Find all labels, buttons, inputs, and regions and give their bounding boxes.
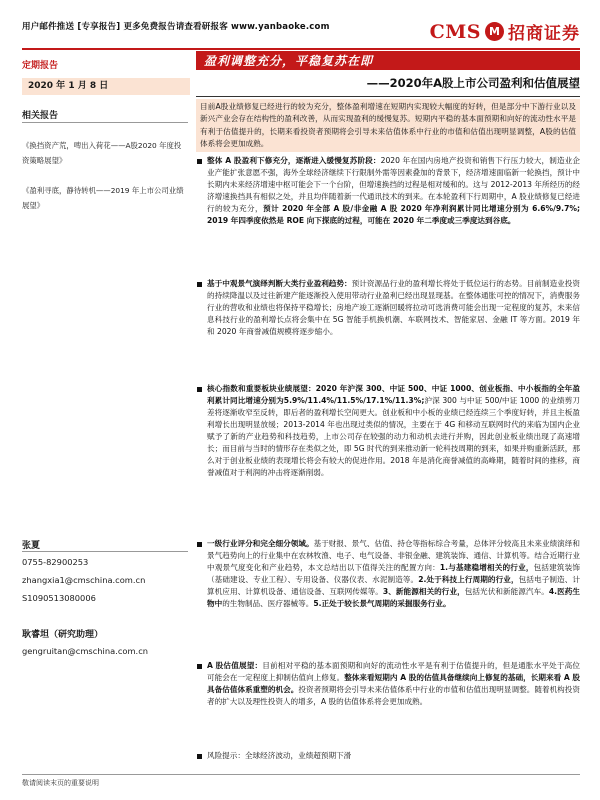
bullet-square-icon	[197, 387, 202, 392]
left-column	[22, 52, 190, 95]
bullet-risk-warning	[196, 750, 580, 762]
bullet-body: 投资者预期将会引导未来估值体系中行业的市值和估值出现明显调整。随着机构投资者的扩大以及理性投资人的增多，A 股的估值体系将会更加成熟。	[207, 685, 581, 706]
bullet-lead: 5.正处于较长景气周期的采掘服务行业。	[313, 599, 451, 608]
bullet-body: 风险提示：全球经济波动，业绩超预期下滑	[207, 751, 352, 760]
bullet-index-outlook	[196, 383, 580, 479]
analyst-phone: 0755-82900253	[22, 557, 89, 567]
analyst-divider	[22, 551, 188, 552]
watermark-text: 用户邮件推送 [专享报告] 更多免费报告请查看研报客 www.yanbaoke.com	[22, 22, 330, 32]
footer-divider	[22, 774, 580, 775]
bullet-sector-trend	[196, 278, 580, 338]
bullet-lead: 1.与基建稳增相关的行业，	[439, 563, 534, 572]
analyst-email[interactable]: zhangxia1@cmschina.com.cn	[22, 575, 146, 585]
bullet-body: 的生物制品、医疗器械等。	[222, 599, 314, 608]
header-divider	[22, 48, 580, 50]
bullet-lead: A 股估值展望：	[207, 661, 263, 670]
bullet-lead: 整体 A 股盈利下修充分，逐渐进入缓慢复苏阶段：	[207, 156, 381, 165]
assistant-email[interactable]: gengruitan@cmschina.com.cn	[22, 646, 149, 656]
bullet-body: 目前相对平稳的基本面预期和向好的流动性水平是有利于估值提升的，但是通胀水平处于高位可能会在一定程度上抑制估值向上修复。	[207, 661, 580, 682]
bullet-square-icon	[197, 754, 202, 759]
bullet-lead: 基于中观景气演绎判断大类行业盈利趋势：	[207, 279, 352, 288]
report-type: 定期报告	[22, 61, 59, 71]
summary-box: 目前A股业绩修复已经进行的较为充分，整体盈利增速在短期内实现较大幅度的好转，但是部分中下游行业以及新兴产业会存在结构性的盈利改善，从而实现盈利的缓慢复苏。短期内平稳的基本面预期和向好的流动性水平是有利于估值提升的，长期来看投资者预期将会引导未来估值体系中行业的市值和估值出现明显调整，A股的估值体系将会更加成熟。	[196, 99, 580, 152]
report-title: 盈利调整充分，平稳复苏在即	[204, 54, 374, 68]
bullet-lead: 整体来看短期内 A 股的估值具备继续向上修复的基础，长期来看 A 股具备估值体系重塑的机会。	[207, 673, 580, 694]
brand-name: 招商证券	[508, 24, 580, 44]
subtitle-divider	[196, 96, 580, 97]
report-subtitle: ——2020年A股上市公司盈利和估值展望	[366, 76, 580, 90]
related-report-2[interactable]: 《盈利寻底，静待转机——2019 年上市公司业绩展望》	[22, 186, 184, 210]
related-divider	[22, 122, 188, 123]
title-banner	[196, 51, 580, 70]
bullet-lead: 一级行业评分和完全细分领域。	[207, 539, 314, 548]
bullet-body: 包括建筑装饰（基础建设、专业工程）、专用设备、仪器仪表、水泥制造等。	[207, 563, 581, 584]
assistant-name: 耿睿坦（研究助理）	[22, 630, 104, 640]
bullet-lead: 3、新能源相关的行业，	[382, 587, 465, 596]
bullet-lead: 4.医药生物中	[207, 587, 581, 608]
bullet-valuation-outlook	[196, 660, 580, 708]
bullet-body: 2020 年在国内房地产投资和销售下行压力较大，制造业企业产能扩张意愿不强，海外全球经济继续下行限制外需等因素叠加的背景下，经济增速面临新一轮换挡，预计中长期内未来经济增速中枢可能会下一个台阶，但增速换挡的过程是相对缓和的。这与 2012-2013 年所经历的经济增速换挡具有相似之处，并且均伴随着新一代通讯技术的到来。在本轮盈利下行周期中，A 股业绩修复已经进行的较为充分，	[207, 156, 580, 213]
footer-disclaimer: 敬请阅读末页的重要说明	[22, 779, 99, 787]
brand-mark-icon: M	[485, 22, 504, 41]
bullet-body: 包括光伏和新能源汽车。	[464, 587, 549, 596]
brand-logo-group	[430, 19, 580, 44]
bullet-square-icon	[197, 664, 202, 669]
bullet-lead: 核心指数和重要板块业绩展望：2020 年沪深 300、中证 500、中证 1000、创业板指、中小板指的全年盈利累计同比增速分别为5.9%/11.4%/11.5%/17.1%/11.3%;	[207, 384, 580, 405]
bullet-square-icon	[197, 542, 202, 547]
bullet-body: 基于财报、景气、估值、持仓等指标综合考量，总体评分较高且未来业绩演绎和景气趋势向上的行业集中在农林牧渔、电子、电气设备、非银金融、建筑装饰、通信、计算机等。结合近期行业中观景气度变化和产业趋势，本文总结出以下值得关注的配置方向：	[207, 539, 580, 572]
bullet-lead: 预计 2020 年全部 A 股/非金融 A 股 2020 年净利润累计同比增速分别为 6.6%/9.7%; 2019 年四季度依然是 ROE 向下探底的过程，可能在 2020 年二季度或三季度达到谷底。	[207, 204, 580, 225]
bullet-body: 预计资源品行业的盈利增长将处于低位运行的态势。目前制造业投资的持续降温以及过往新建产能逐渐投入使用带动行业盈利已经出现显现基。在整体通胀可控的情况下，消费服务行业的营收和业绩也将保持平稳增长；房地产竣工逐渐回暖将拉动可选消费可能会出现一定程度的复苏，未来信息科技行业的盈利增长点将会集中在 5G 智能手机换机潮、车联网技术、智能家居、金融 IT 等方面。2019 年和 2020 年商誉减值规模将逐步缩小。	[207, 279, 580, 336]
analyst-license: S1090513080006	[22, 593, 96, 603]
report-date: 2020 年 1 月 8 日	[22, 78, 190, 95]
related-reports-heading: 相关报告	[22, 111, 59, 121]
related-report-1[interactable]: 《换挡资产荒，啤出入荷花——A股2020 年度投资策略展望》	[22, 141, 182, 165]
analyst-name: 张夏	[22, 541, 41, 551]
page-header	[0, 0, 600, 50]
bullet-body: 沪深 300 与中证 500/中证 1000 的业绩剪刀差将逐渐收窄至反转，即后者的盈利增长空间更大。创业板和中小板的业绩已经连续三个季度好转，并且主板盈利增长出现明显放缓；2013-2014 年也出现过类似的情况，主要在于 4G 和移动互联网时代的来临为国内企业赋予了新的产业趋势和科技趋势，上市公司存在较强的动力和动机去进行并购，因此创业板业绩出现了高速增长；而目前与当时的情形存在类似之处，即 5G 时代的到来推动新一轮科技周期的到来，如果并购重新活跃，那么对于创业板业绩的表现增长将会有较大的促进作用。2018 年是消化商誉减值的高峰期，随着时间的推移，商誉减值对于利润的冲击将逐渐削弱。	[207, 396, 580, 477]
brand-cms: CMS	[429, 20, 481, 43]
bullet-body: 包括电子制造、计算机应用、计算机设备、通信设备、互联网传媒等。	[207, 575, 581, 596]
bullet-square-icon	[197, 282, 202, 287]
bullet-lead: 2.处于科技上行周期的行业，	[418, 575, 519, 584]
bullet-industry-score	[196, 538, 580, 610]
bullet-square-icon	[197, 159, 202, 164]
bullet-overall-profit	[196, 155, 580, 227]
